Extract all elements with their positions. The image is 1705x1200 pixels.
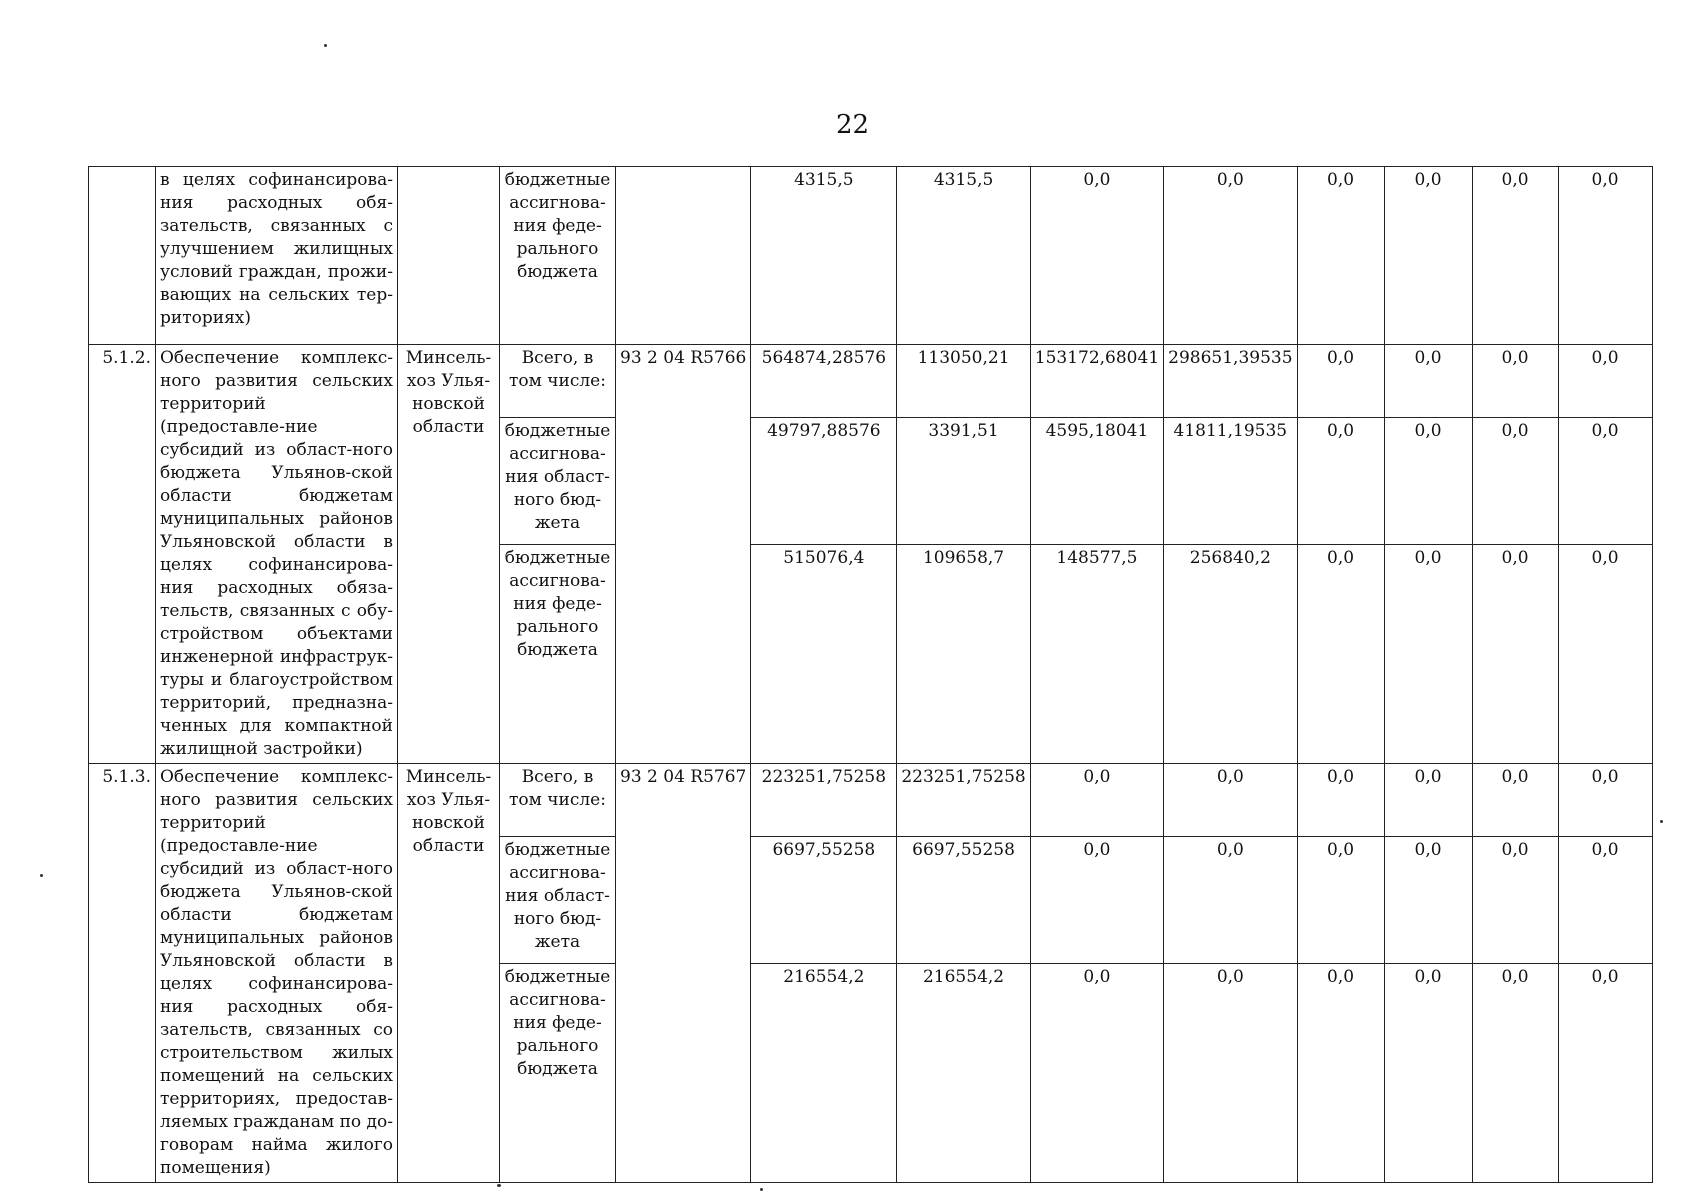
amount-cell: 4315,5 bbox=[897, 167, 1030, 345]
amount-cell: 0,0 bbox=[1472, 167, 1558, 345]
amount-cell: 0,0 bbox=[1384, 167, 1472, 345]
page-number: 22 bbox=[835, 110, 870, 140]
budget-code-cell: 93 2 04 R5766 bbox=[616, 345, 751, 764]
amount-cell: 0,0 bbox=[1472, 964, 1558, 1183]
amount-cell: 0,0 bbox=[1558, 345, 1652, 418]
amount-cell: 6697,55258 bbox=[897, 837, 1030, 964]
amount-cell: 0,0 bbox=[1384, 345, 1472, 418]
amount-cell: 0,0 bbox=[1558, 837, 1652, 964]
amount-cell: 0,0 bbox=[1384, 964, 1472, 1183]
funding-source-cell: бюджетные ассигнова-ния феде-рального бюджета bbox=[500, 545, 616, 764]
amount-cell: 41811,19535 bbox=[1164, 418, 1297, 545]
amount-cell: 515076,4 bbox=[751, 545, 897, 764]
measure-name-cell: Обеспечение комплекс-ного развития сельских территорий (предоставле-ние субсидий из област-ного бюджета Ульянов-ской области бюджетам муниципальных районов Ульяновской области в целях софинансирова-ния расходных обяза-тельств, связанных с обу-стройством объектами инженерной инфраструк-туры и благоустройством территорий, предназна-ченных для компактной жилищной застройки) bbox=[156, 345, 398, 764]
amount-cell: 4595,18041 bbox=[1030, 418, 1163, 545]
scan-speck bbox=[324, 44, 327, 47]
amount-cell: 0,0 bbox=[1164, 764, 1297, 837]
amount-cell: 0,0 bbox=[1558, 167, 1652, 345]
executor-cell bbox=[398, 167, 500, 345]
amount-cell: 0,0 bbox=[1297, 964, 1384, 1183]
scan-speck bbox=[760, 1188, 763, 1191]
amount-cell: 216554,2 bbox=[897, 964, 1030, 1183]
amount-cell: 0,0 bbox=[1297, 837, 1384, 964]
amount-cell: 0,0 bbox=[1558, 764, 1652, 837]
scan-speck bbox=[1660, 820, 1663, 823]
amount-cell: 0,0 bbox=[1472, 345, 1558, 418]
amount-cell: 0,0 bbox=[1472, 837, 1558, 964]
amount-cell: 0,0 bbox=[1472, 545, 1558, 764]
amount-cell: 0,0 bbox=[1558, 418, 1652, 545]
amount-cell: 148577,5 bbox=[1030, 545, 1163, 764]
funding-source-cell: бюджетные ассигнова-ния феде-рального бюджета bbox=[500, 964, 616, 1183]
amount-cell: 0,0 bbox=[1558, 964, 1652, 1183]
table-row bbox=[89, 167, 1653, 345]
measure-name-cell: в целях софинансирова-ния расходных обя-зательств, связанных с улучшением жилищных условий граждан, прожи-вающих на сельских тер-риториях) bbox=[156, 167, 398, 345]
table-row bbox=[89, 764, 1653, 837]
funding-source-cell: бюджетные ассигнова-ния феде-рального бюджета bbox=[500, 167, 616, 345]
amount-cell: 0,0 bbox=[1558, 545, 1652, 764]
amount-cell: 298651,39535 bbox=[1164, 345, 1297, 418]
funding-source-cell: бюджетные ассигнова-ния област-ного бюд-жета bbox=[500, 418, 616, 545]
executor-cell: Минсель-хоз Улья-новской области bbox=[398, 345, 500, 764]
amount-cell: 0,0 bbox=[1164, 964, 1297, 1183]
funding-source-cell: Всего, в том числе: bbox=[500, 345, 616, 418]
amount-cell: 256840,2 bbox=[1164, 545, 1297, 764]
amount-cell: 3391,51 bbox=[897, 418, 1030, 545]
amount-cell: 0,0 bbox=[1030, 167, 1163, 345]
amount-cell: 564874,28576 bbox=[751, 345, 897, 418]
amount-cell: 6697,55258 bbox=[751, 837, 897, 964]
amount-cell: 0,0 bbox=[1472, 418, 1558, 545]
budget-code-cell: 93 2 04 R5767 bbox=[616, 764, 751, 1183]
amount-cell: 0,0 bbox=[1297, 167, 1384, 345]
funding-source-cell: бюджетные ассигнова-ния област-ного бюд-жета bbox=[500, 837, 616, 964]
amount-cell: 113050,21 bbox=[897, 345, 1030, 418]
amount-cell: 0,0 bbox=[1030, 964, 1163, 1183]
amount-cell: 223251,75258 bbox=[751, 764, 897, 837]
amount-cell: 223251,75258 bbox=[897, 764, 1030, 837]
amount-cell: 109658,7 bbox=[897, 545, 1030, 764]
amount-cell: 0,0 bbox=[1164, 837, 1297, 964]
amount-cell: 49797,88576 bbox=[751, 418, 897, 545]
amount-cell: 0,0 bbox=[1384, 764, 1472, 837]
amount-cell: 0,0 bbox=[1030, 764, 1163, 837]
budget-table bbox=[88, 166, 1653, 1183]
executor-cell: Минсель-хоз Улья-новской области bbox=[398, 764, 500, 1183]
amount-cell: 0,0 bbox=[1384, 418, 1472, 545]
amount-cell: 0,0 bbox=[1297, 418, 1384, 545]
amount-cell: 0,0 bbox=[1472, 764, 1558, 837]
number-cell bbox=[89, 167, 156, 345]
item-number: 5.1.2. bbox=[89, 345, 156, 764]
amount-cell: 0,0 bbox=[1297, 764, 1384, 837]
measure-name-cell: Обеспечение комплекс-ного развития сельских территорий (предоставле-ние субсидий из област-ного бюджета Ульянов-ской области бюджетам муниципальных районов Ульяновской области в целях софинансирова-ния расходных обя-зательств, связанных со строительством жилых помещений на сельских территориях, предостав-ляемых гражданам по до-говорам найма жилого помещения) bbox=[156, 764, 398, 1183]
amount-cell: 0,0 bbox=[1030, 837, 1163, 964]
amount-cell: 153172,68041 bbox=[1030, 345, 1163, 418]
item-number: 5.1.3. bbox=[89, 764, 156, 1183]
amount-cell: 0,0 bbox=[1164, 167, 1297, 345]
amount-cell: 0,0 bbox=[1297, 345, 1384, 418]
amount-cell: 4315,5 bbox=[751, 167, 897, 345]
table-row bbox=[89, 345, 1653, 418]
code-cell bbox=[616, 167, 751, 345]
amount-cell: 216554,2 bbox=[751, 964, 897, 1183]
amount-cell: 0,0 bbox=[1384, 837, 1472, 964]
amount-cell: 0,0 bbox=[1297, 545, 1384, 764]
scan-speck bbox=[40, 874, 43, 877]
funding-source-cell: Всего, в том числе: bbox=[500, 764, 616, 837]
amount-cell: 0,0 bbox=[1384, 545, 1472, 764]
scan-speck bbox=[497, 1184, 501, 1187]
